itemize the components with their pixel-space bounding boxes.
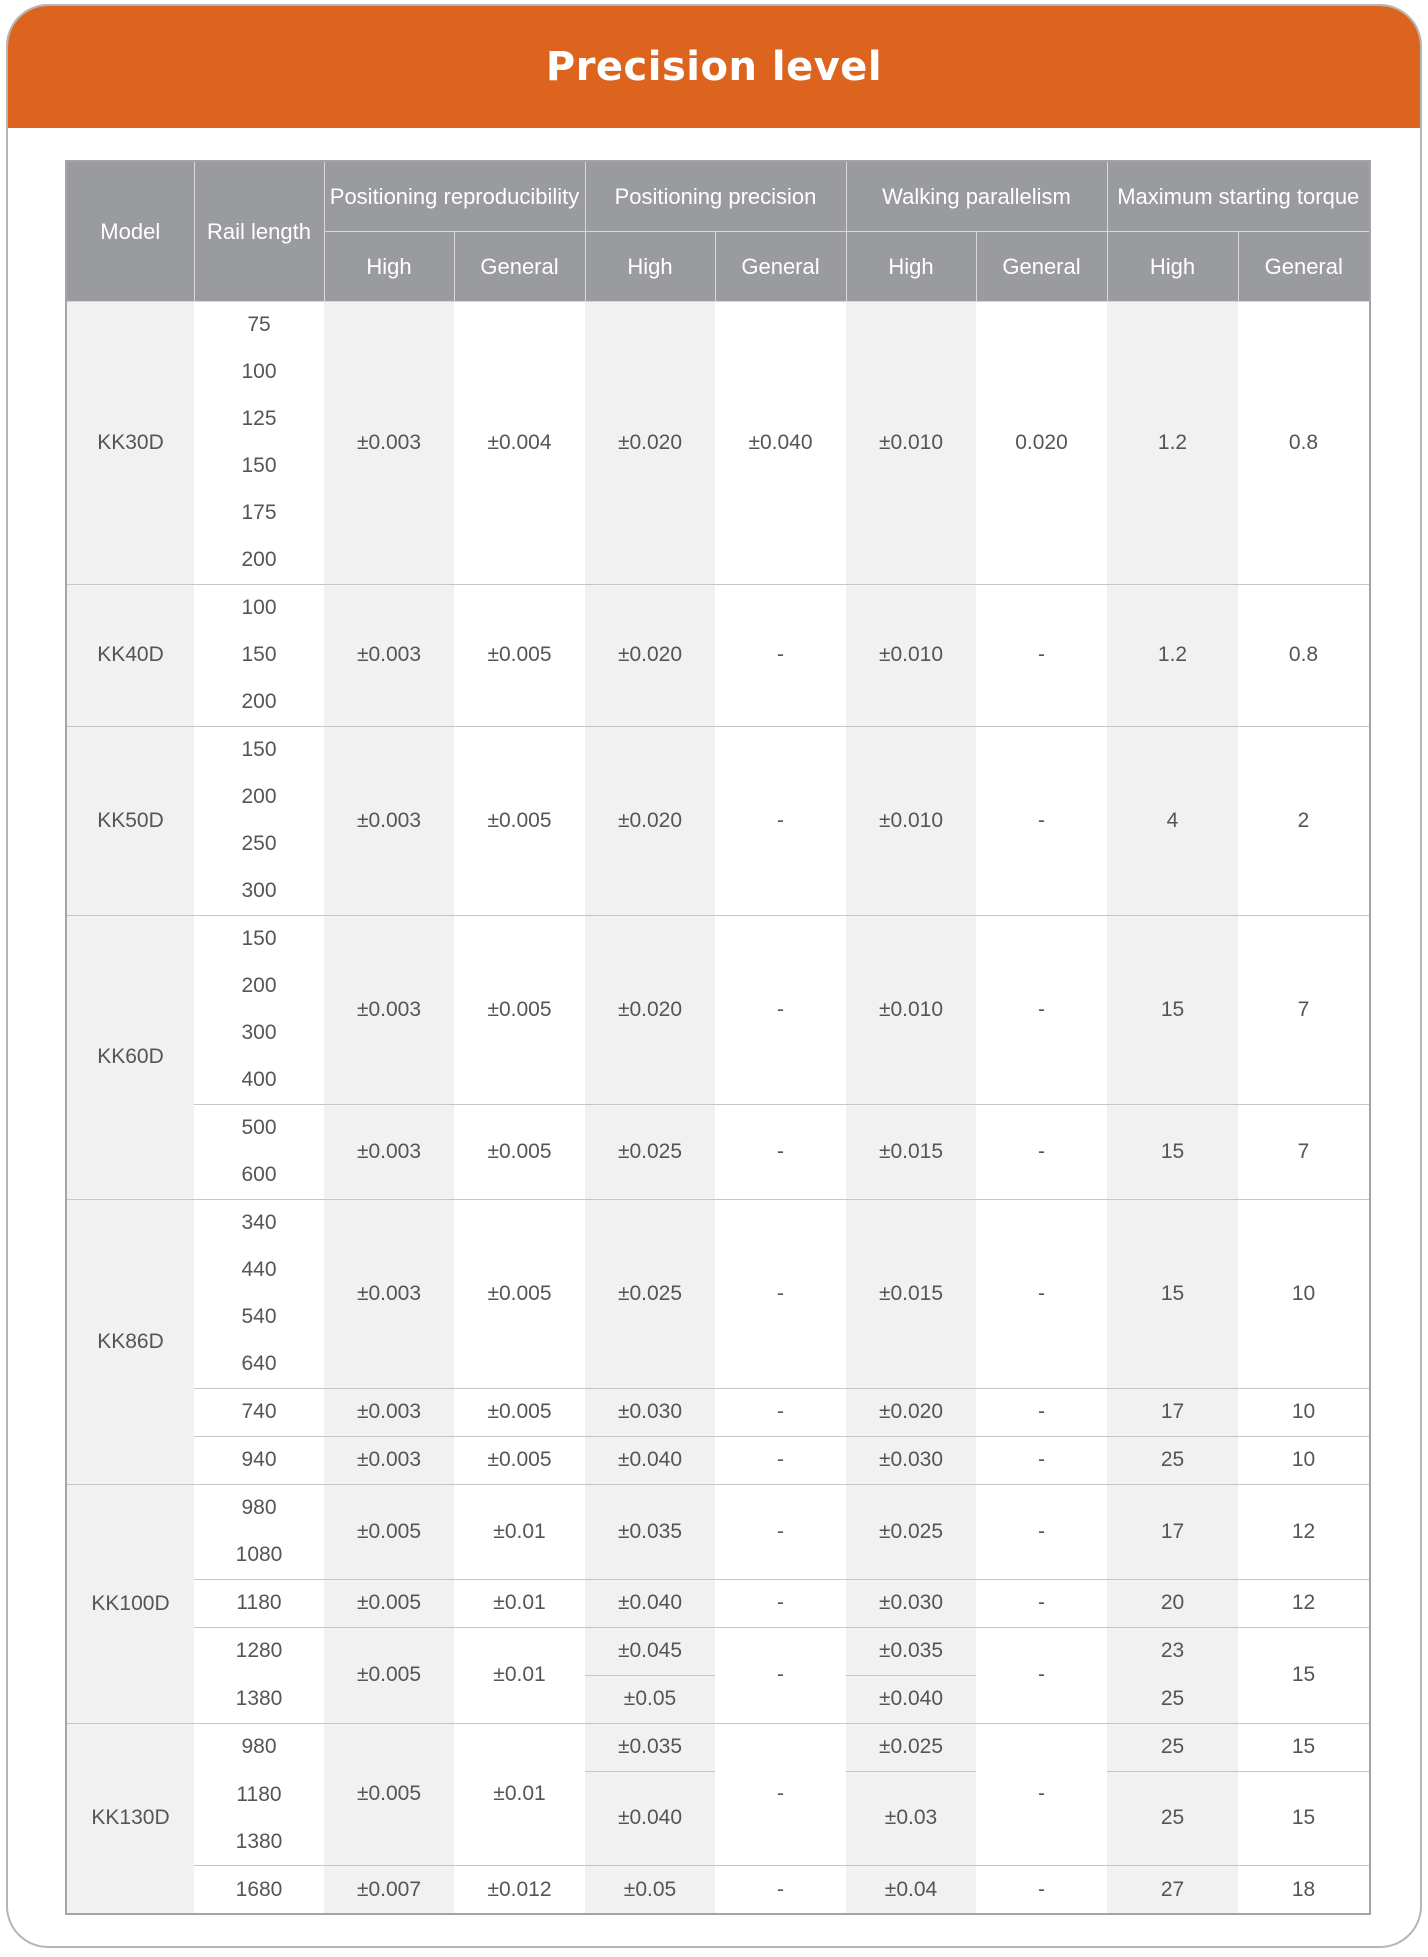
- rail-length-cell: 300: [194, 868, 324, 916]
- rail-length-cell: 175: [194, 490, 324, 537]
- value-cell: 17: [1107, 1484, 1238, 1579]
- value-cell: ±0.005: [454, 1104, 585, 1199]
- header-walking-parallelism: Walking parallelism: [846, 161, 1107, 231]
- value-cell: 15: [1238, 1771, 1370, 1866]
- rail-length-cell: 1680: [194, 1866, 324, 1915]
- value-cell: ±0.005: [324, 1579, 454, 1627]
- value-cell: ±0.005: [454, 1199, 585, 1388]
- value-cell: ±0.010: [846, 915, 976, 1104]
- value-cell: 15: [1238, 1723, 1370, 1771]
- rail-length-cell: 1180: [194, 1771, 324, 1818]
- value-cell: ±0.012: [454, 1866, 585, 1915]
- rail-length-cell: 1280: [194, 1627, 324, 1675]
- header-max-starting-torque: Maximum starting torque: [1107, 161, 1370, 231]
- value-cell: 10: [1238, 1436, 1370, 1484]
- value-cell: ±0.005: [324, 1723, 454, 1866]
- value-cell: 4: [1107, 726, 1238, 915]
- value-cell: 12: [1238, 1579, 1370, 1627]
- value-cell: 1.2: [1107, 584, 1238, 726]
- value-cell: -: [976, 1199, 1107, 1388]
- value-cell: ±0.025: [585, 1104, 715, 1199]
- value-cell: ±0.025: [846, 1484, 976, 1579]
- value-cell: ±0.020: [585, 915, 715, 1104]
- value-cell: ±0.020: [585, 726, 715, 915]
- subheader-general: General: [1238, 231, 1370, 301]
- value-cell: ±0.04: [846, 1866, 976, 1915]
- value-cell: 27: [1107, 1866, 1238, 1915]
- value-cell: 0.8: [1238, 584, 1370, 726]
- value-cell: 20: [1107, 1579, 1238, 1627]
- value-cell: ±0.020: [846, 1388, 976, 1436]
- model-cell: KK50D: [66, 726, 194, 915]
- value-cell: ±0.003: [324, 1388, 454, 1436]
- value-cell: ±0.003: [324, 726, 454, 915]
- rail-length-cell: 200: [194, 679, 324, 727]
- value-cell: ±0.003: [324, 301, 454, 584]
- value-cell: ±0.040: [585, 1579, 715, 1627]
- rail-length-cell: 125: [194, 396, 324, 443]
- value-cell: -: [715, 915, 846, 1104]
- model-cell: KK40D: [66, 584, 194, 726]
- value-cell: 15: [1107, 1199, 1238, 1388]
- value-cell: 0.8: [1238, 301, 1370, 584]
- value-cell: -: [976, 584, 1107, 726]
- rail-length-cell: 75: [194, 301, 324, 349]
- value-cell: ±0.010: [846, 301, 976, 584]
- value-cell: -: [976, 726, 1107, 915]
- model-cell: KK130D: [66, 1723, 194, 1914]
- value-cell: 2: [1238, 726, 1370, 915]
- value-cell: ±0.003: [324, 584, 454, 726]
- title-banner: [8, 6, 1420, 128]
- value-cell: ±0.003: [324, 1199, 454, 1388]
- rail-length-cell: 200: [194, 537, 324, 585]
- value-cell: ±0.005: [454, 584, 585, 726]
- rail-length-cell: 150: [194, 632, 324, 679]
- value-cell: ±0.005: [454, 726, 585, 915]
- value-cell: ±0.035: [585, 1484, 715, 1579]
- subheader-high: High: [1107, 231, 1238, 301]
- rail-length-cell: 150: [194, 915, 324, 963]
- value-cell: 1.2: [1107, 301, 1238, 584]
- value-cell: ±0.020: [585, 301, 715, 584]
- rail-length-cell: 980: [194, 1484, 324, 1532]
- value-cell: -: [976, 1866, 1107, 1915]
- rail-length-cell: 440: [194, 1247, 324, 1294]
- value-cell: 17: [1107, 1388, 1238, 1436]
- value-cell: 15: [1238, 1627, 1370, 1723]
- value-cell: ±0.05: [585, 1675, 715, 1723]
- rail-length-cell: 200: [194, 774, 324, 821]
- value-cell: -: [976, 1104, 1107, 1199]
- value-cell: ±0.030: [846, 1579, 976, 1627]
- value-cell: ±0.005: [454, 1388, 585, 1436]
- value-cell: -: [715, 1627, 846, 1723]
- header-rail-length: Rail length: [194, 161, 324, 301]
- value-cell: ±0.010: [846, 584, 976, 726]
- value-cell: ±0.035: [846, 1627, 976, 1675]
- subheader-general: General: [454, 231, 585, 301]
- rail-length-cell: 940: [194, 1436, 324, 1484]
- value-cell: ±0.045: [585, 1627, 715, 1675]
- value-cell: -: [715, 1484, 846, 1579]
- value-cell: -: [976, 1388, 1107, 1436]
- value-cell: 15: [1107, 915, 1238, 1104]
- rail-length-cell: 640: [194, 1341, 324, 1389]
- value-cell: 15: [1107, 1104, 1238, 1199]
- value-cell: -: [715, 1104, 846, 1199]
- value-cell: -: [715, 1388, 846, 1436]
- model-cell: KK100D: [66, 1484, 194, 1723]
- value-cell: -: [715, 584, 846, 726]
- rail-length-cell: 100: [194, 584, 324, 632]
- model-cell: KK30D: [66, 301, 194, 584]
- header-positioning-precision: Positioning precision: [585, 161, 846, 231]
- value-cell: -: [976, 1484, 1107, 1579]
- value-cell: -: [715, 1723, 846, 1866]
- value-cell: ±0.005: [454, 1436, 585, 1484]
- rail-length-cell: 300: [194, 1010, 324, 1057]
- value-cell: -: [976, 1627, 1107, 1723]
- value-cell: 25: [1107, 1771, 1238, 1866]
- rail-length-cell: 400: [194, 1057, 324, 1105]
- value-cell: 25: [1107, 1436, 1238, 1484]
- subheader-general: General: [715, 231, 846, 301]
- value-cell: ±0.01: [454, 1579, 585, 1627]
- page-title: Precision level: [545, 44, 883, 90]
- rail-length-cell: 1380: [194, 1675, 324, 1723]
- rail-length-cell: 600: [194, 1152, 324, 1200]
- value-cell: ±0.025: [585, 1199, 715, 1388]
- value-cell: ±0.040: [846, 1675, 976, 1723]
- value-cell: 25: [1107, 1675, 1238, 1723]
- value-cell: ±0.040: [585, 1436, 715, 1484]
- value-cell: 7: [1238, 915, 1370, 1104]
- value-cell: -: [976, 1436, 1107, 1484]
- value-cell: ±0.035: [585, 1723, 715, 1771]
- rail-length-cell: 340: [194, 1199, 324, 1247]
- value-cell: ±0.040: [585, 1771, 715, 1866]
- rail-length-cell: 150: [194, 726, 324, 774]
- value-cell: -: [715, 1199, 846, 1388]
- value-cell: ±0.005: [324, 1484, 454, 1579]
- subheader-high: High: [585, 231, 715, 301]
- value-cell: ±0.05: [585, 1866, 715, 1915]
- rail-length-cell: 100: [194, 349, 324, 396]
- rail-length-cell: 250: [194, 821, 324, 868]
- value-cell: ±0.020: [585, 584, 715, 726]
- value-cell: ±0.005: [454, 915, 585, 1104]
- value-cell: ±0.01: [454, 1627, 585, 1723]
- precision-table: [65, 160, 1371, 1915]
- value-cell: ±0.015: [846, 1199, 976, 1388]
- value-cell: 12: [1238, 1484, 1370, 1579]
- rail-length-cell: 150: [194, 443, 324, 490]
- model-cell: KK60D: [66, 915, 194, 1199]
- value-cell: ±0.003: [324, 1436, 454, 1484]
- value-cell: 23: [1107, 1627, 1238, 1675]
- value-cell: 25: [1107, 1723, 1238, 1771]
- value-cell: -: [715, 1579, 846, 1627]
- rail-length-cell: 1380: [194, 1818, 324, 1866]
- value-cell: ±0.010: [846, 726, 976, 915]
- rail-length-cell: 1080: [194, 1532, 324, 1580]
- value-cell: -: [715, 1436, 846, 1484]
- value-cell: ±0.030: [846, 1436, 976, 1484]
- value-cell: 18: [1238, 1866, 1370, 1915]
- value-cell: 0.020: [976, 301, 1107, 584]
- value-cell: 10: [1238, 1388, 1370, 1436]
- rail-length-cell: 740: [194, 1388, 324, 1436]
- subheader-high: High: [324, 231, 454, 301]
- value-cell: ±0.025: [846, 1723, 976, 1771]
- subheader-general: General: [976, 231, 1107, 301]
- subheader-high: High: [846, 231, 976, 301]
- value-cell: 7: [1238, 1104, 1370, 1199]
- rail-length-cell: 500: [194, 1104, 324, 1152]
- value-cell: -: [976, 1579, 1107, 1627]
- value-cell: ±0.040: [715, 301, 846, 584]
- value-cell: ±0.03: [846, 1771, 976, 1866]
- value-cell: -: [976, 915, 1107, 1104]
- rail-length-cell: 980: [194, 1723, 324, 1771]
- value-cell: -: [715, 726, 846, 915]
- value-cell: ±0.030: [585, 1388, 715, 1436]
- precision-card: [6, 4, 1422, 1948]
- value-cell: -: [976, 1723, 1107, 1866]
- value-cell: ±0.003: [324, 915, 454, 1104]
- value-cell: -: [715, 1866, 846, 1915]
- value-cell: ±0.004: [454, 301, 585, 584]
- rail-length-cell: 540: [194, 1294, 324, 1341]
- value-cell: ±0.015: [846, 1104, 976, 1199]
- value-cell: ±0.003: [324, 1104, 454, 1199]
- model-cell: KK86D: [66, 1199, 194, 1484]
- rail-length-cell: 200: [194, 963, 324, 1010]
- rail-length-cell: 1180: [194, 1579, 324, 1627]
- value-cell: 10: [1238, 1199, 1370, 1388]
- value-cell: ±0.005: [324, 1627, 454, 1723]
- header-model: Model: [66, 161, 194, 301]
- value-cell: ±0.007: [324, 1866, 454, 1915]
- value-cell: ±0.01: [454, 1723, 585, 1866]
- value-cell: ±0.01: [454, 1484, 585, 1579]
- header-positioning-reproducibility: Positioning reproducibility: [324, 161, 585, 231]
